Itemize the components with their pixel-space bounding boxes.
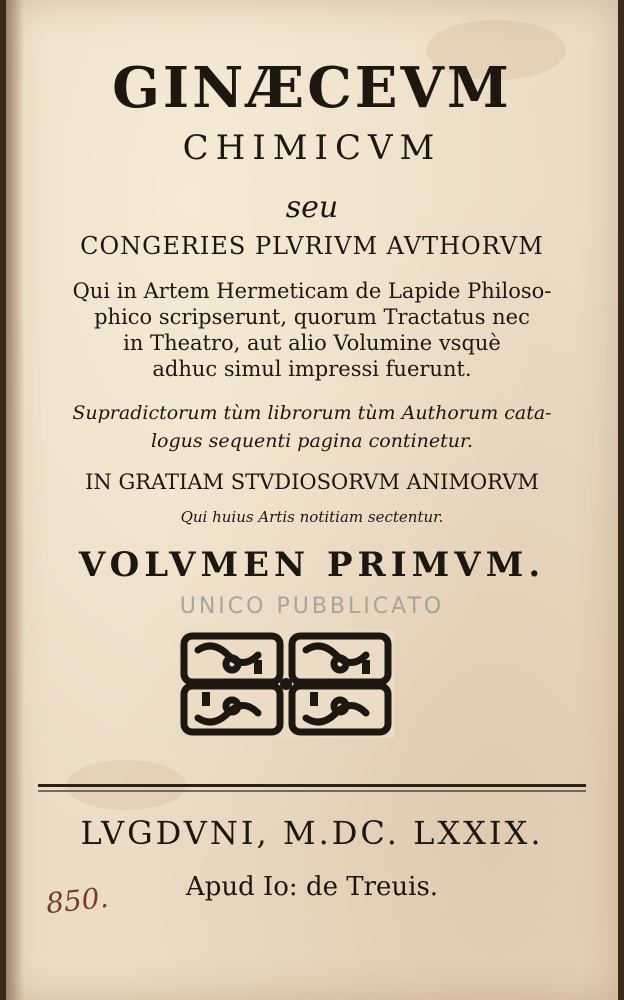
catalog-note-line-2: logus sequenti pagina continetur. (150, 430, 474, 452)
dedication: IN GRATIAM STVDIOSORVM ANIMORVM (85, 470, 539, 494)
title-line-1: GINÆCEVM (112, 55, 512, 121)
publisher: Apud Io: de Treuis. (185, 872, 439, 902)
title-page (6, 0, 618, 1000)
volume-label: VOLVMEN PRIMVM. (78, 545, 546, 585)
horizontal-rule-thin (38, 790, 586, 792)
pencil-annotation: UNICO PUBBLICATO (179, 594, 445, 619)
title-line-2: CHIMICVM (182, 128, 442, 168)
subtitle: CONGERIES PLVRIVM AVTHORVM (80, 232, 544, 260)
catalog-note-line-1: Supradictorum tùm librorum tùm Authorum cata- (72, 402, 552, 424)
fleuron-ornament-icon (178, 630, 394, 738)
manuscript-note: 850. (44, 880, 110, 921)
description-line-4: adhuc simul impressi fuerunt. (152, 357, 472, 381)
description-line-2: phico scripserunt, quorum Tractatus nec (94, 305, 530, 329)
dedication-sub: Qui huius Artis notitiam sectentur. (180, 508, 444, 526)
title-seu: seu (285, 190, 339, 225)
description-line-1: Qui in Artem Hermeticam de Lapide Philoso- (72, 279, 552, 303)
imprint: LVGDVNI, M.DC. LXXIX. (80, 814, 544, 852)
description-line-3: in Theatro, aut alio Volumine vsquè (123, 331, 501, 355)
horizontal-rule (38, 784, 586, 787)
